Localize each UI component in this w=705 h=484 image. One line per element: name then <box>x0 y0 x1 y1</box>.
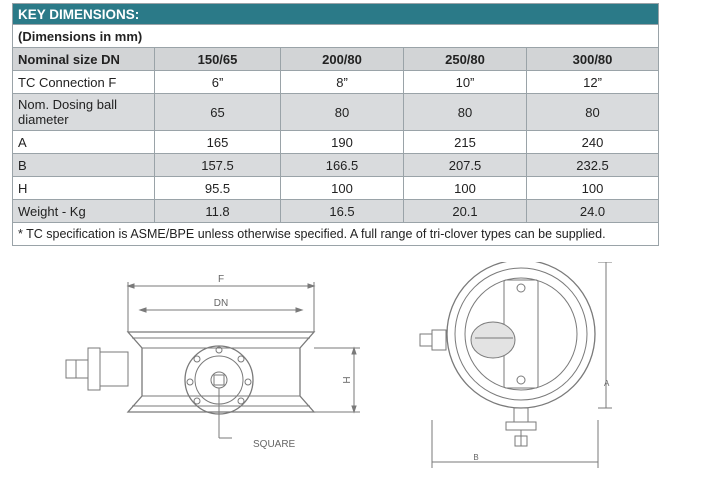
front-view <box>420 262 612 468</box>
key-dimensions-table <box>12 3 659 246</box>
cell: 100 <box>404 177 527 200</box>
cell: 166.5 <box>281 154 404 177</box>
dim-label-f: F <box>217 274 225 285</box>
cell: 207.5 <box>404 154 527 177</box>
table-header-row <box>13 48 659 71</box>
header-cell: 200/80 <box>281 48 404 71</box>
cell: 95.5 <box>155 177 281 200</box>
row-label: A <box>13 131 155 154</box>
row-label: Nom. Dosing ball diameter <box>13 94 155 131</box>
table-row <box>13 200 659 223</box>
cell: 20.1 <box>404 200 527 223</box>
cell: 100 <box>281 177 404 200</box>
cell: 100 <box>527 177 659 200</box>
cell: 8” <box>281 71 404 94</box>
cell: 190 <box>281 131 404 154</box>
cell: 240 <box>527 131 659 154</box>
dim-label-a: A <box>604 379 610 388</box>
dim-label-square: SQUARE <box>253 439 296 450</box>
table-footnote: * TC specification is ASME/BPE unless otherwise specified. A full range of tri-clover types can be supplied. <box>13 223 659 246</box>
dim-label-dn: DN <box>213 298 229 309</box>
header-cell: 300/80 <box>527 48 659 71</box>
header-cell: 250/80 <box>404 48 527 71</box>
cell: 165 <box>155 131 281 154</box>
cell: 157.5 <box>155 154 281 177</box>
table-row <box>13 94 659 131</box>
cell: 10” <box>404 71 527 94</box>
cell: 11.8 <box>155 200 281 223</box>
cell: 24.0 <box>527 200 659 223</box>
table-row <box>13 71 659 94</box>
dim-label-b: B <box>473 453 479 462</box>
row-label: TC Connection F <box>13 71 155 94</box>
table-subtitle: (Dimensions in mm) <box>13 25 659 48</box>
table-row <box>13 131 659 154</box>
cell: 6” <box>155 71 281 94</box>
row-label: H <box>13 177 155 200</box>
cell: 80 <box>281 94 404 131</box>
cell: 80 <box>527 94 659 131</box>
table-row <box>13 154 659 177</box>
cell: 16.5 <box>281 200 404 223</box>
cell: 232.5 <box>527 154 659 177</box>
header-cell: Nominal size DN <box>13 48 155 71</box>
table-row <box>13 177 659 200</box>
cell: 80 <box>404 94 527 131</box>
technical-drawing <box>0 262 705 484</box>
cell: 215 <box>404 131 527 154</box>
row-label: B <box>13 154 155 177</box>
row-label: Weight - Kg <box>13 200 155 223</box>
table-title: KEY DIMENSIONS: <box>13 4 659 25</box>
cell: 65 <box>155 94 281 131</box>
header-cell: 150/65 <box>155 48 281 71</box>
cell: 12” <box>527 71 659 94</box>
dim-label-h: H <box>342 376 353 384</box>
